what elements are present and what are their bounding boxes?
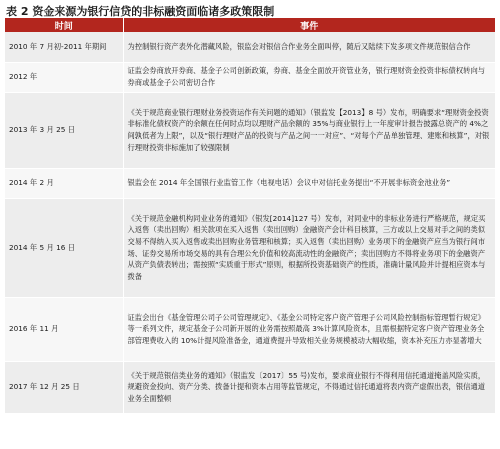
header-time: 时间 xyxy=(5,18,123,32)
table-title: 表 2 资金来源为银行信贷的非标融资面临诸多政策限制 xyxy=(6,5,275,18)
policy-table xyxy=(5,18,495,414)
row-event: 《关于规范商业银行理财业务投资运作有关问题的通知》（银监发【2013】8 号）发布，明确要求“理财资金投资非标准化债权资产的余额在任何时点均以理财产品余额的 35%与商业银行上一年度审计报告披露总资产的 4%之间孰低者为上限”，以及“银行理财产品的投资与产品之间一一对应”、“对每个产品单独管理、建账和核算”，对银行理财投资非标施加了较强限制 xyxy=(123,92,495,168)
table-row xyxy=(5,168,495,198)
row-time: 2013 年 3 月 25 日 xyxy=(5,92,123,168)
row-event: 为控制银行资产表外化潜藏风险，银监会对银信合作业务全面叫停，随后又陆续下发多项文件规范银信合作 xyxy=(123,32,495,62)
row-event: 证监会出台《基金管理公司子公司管理规定》、《基金公司特定客户资产管理子公司风险控制指标管理暂行规定》等一系列文件，规定基金子公司新开展的业务需按照最高 3%计算风险资本，且需根据特定客户资产管理业务全部管理费收入的 10%计提风险准备金，通道费提升导致相关业务规模被动大幅收缩，资本补充压力亦显著增大 xyxy=(123,297,495,361)
row-time: 2010 年 7 月初-2011 年期间 xyxy=(5,32,123,62)
table-row xyxy=(5,361,495,413)
row-time: 2017 年 12 月 25 日 xyxy=(5,361,123,413)
table-row xyxy=(5,92,495,168)
table-row xyxy=(5,198,495,297)
table-row xyxy=(5,297,495,361)
row-event: 证监会券商放开券商、基金子公司创新政策，券商、基金全面放开资管业务，银行理财资金投资非标债权转向与券商或基金子公司密切合作 xyxy=(123,62,495,92)
row-time: 2014 年 2 月 xyxy=(5,168,123,198)
row-event: 银监会在 2014 年全国银行业监管工作（电视电话）会议中对信托业务提出“不开展非标资金池业务” xyxy=(123,168,495,198)
table-row xyxy=(5,32,495,62)
row-event: 《关于规范银信类业务的通知》（银监发〔2017〕55 号)发布，要求商业银行不得利用信托通道掩盖风险实质，规避资金投向、资产分类、拨备计提和资本占用等监管规定，不得通过信托通道将表内资产虚假出表，银信通道业务全面整顿 xyxy=(123,361,495,413)
table-row xyxy=(5,62,495,92)
header-event: 事件 xyxy=(123,18,495,32)
row-event: 《关于规范金融机构同业业务的通知》（银发[2014]127 号）发布，对同业中的非标业务进行严格规范，规定买入返售（卖出回购）相关款项在买入返售（卖出回购）金融资产会计科目核算，三方或以上交易对手之间的类似交易不得纳入买入返售或卖出回购业务管理和核算；买入返售（卖出回购）业务项下的金融资产应当为银行间市场、证券交易所市场交易的具有合理公允价值和较高流动性的金融资产；卖出回购方不得将业务项下的金融资产从资产负债表转出；需按照“实质重于形式”原则，根据所投资基础资产的性质，准确计量风险并计提相应资本与拨备 xyxy=(123,198,495,297)
row-time: 2014 年 5 月 16 日 xyxy=(5,198,123,297)
row-time: 2016 年 11 月 xyxy=(5,297,123,361)
table-header-row xyxy=(5,18,495,32)
row-time: 2012 年 xyxy=(5,62,123,92)
